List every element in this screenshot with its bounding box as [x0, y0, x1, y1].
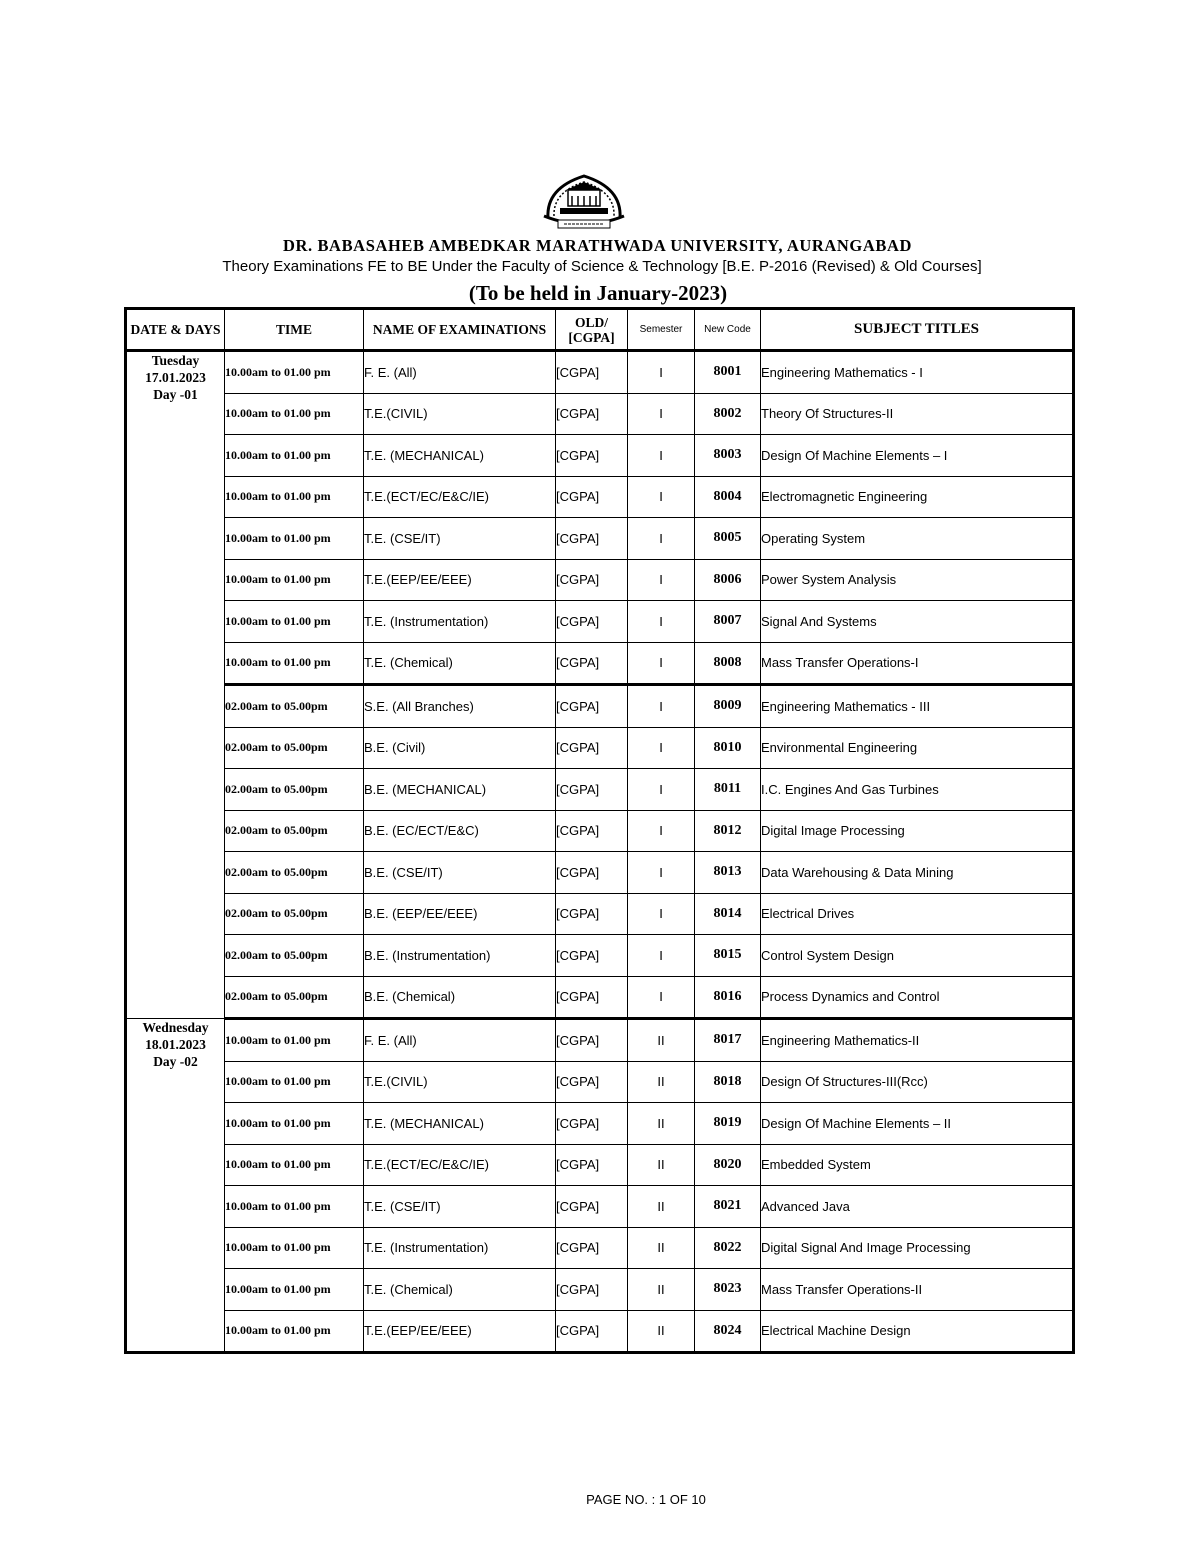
cell-sem: II: [628, 1269, 695, 1311]
table-row: [126, 935, 1074, 977]
table-row: [126, 1019, 1074, 1062]
table-row: [126, 435, 1074, 477]
cell-title: Engineering Mathematics-II: [761, 1019, 1074, 1062]
cell-time: 10.00am to 01.00 pm: [225, 1227, 364, 1269]
held-in-title: (To be held in January-2023): [468, 281, 728, 305]
col-header-semester: Semester: [628, 309, 695, 351]
cell-old: [CGPA]: [556, 601, 628, 643]
cell-exam: T.E.(ECT/EC/E&C/IE): [364, 1144, 556, 1186]
cell-exam: T.E.(CIVIL): [364, 1061, 556, 1103]
cell-exam: F. E. (All): [364, 1019, 556, 1062]
cell-code: 8024: [695, 1310, 761, 1353]
cell-old: [CGPA]: [556, 769, 628, 811]
day-weekday: Wednesday: [142, 1020, 209, 1035]
table-row: [126, 1061, 1074, 1103]
table-row: [126, 1103, 1074, 1145]
cell-old: [CGPA]: [556, 1061, 628, 1103]
cell-time: 02.00am to 05.00pm: [225, 810, 364, 852]
cell-sem: I: [628, 476, 695, 518]
cell-time: 10.00am to 01.00 pm: [225, 601, 364, 643]
cell-title: I.C. Engines And Gas Turbines: [761, 769, 1074, 811]
cell-exam: T.E. (Chemical): [364, 642, 556, 685]
table-row: [126, 1310, 1074, 1353]
cell-time: 10.00am to 01.00 pm: [225, 1144, 364, 1186]
cell-exam: B.E. (MECHANICAL): [364, 769, 556, 811]
cell-sem: I: [628, 769, 695, 811]
cell-title: Power System Analysis: [761, 559, 1074, 601]
cell-old: [CGPA]: [556, 1269, 628, 1311]
cell-sem: I: [628, 727, 695, 769]
cell-time: 10.00am to 01.00 pm: [225, 1310, 364, 1353]
cell-code: 8009: [695, 685, 761, 728]
cell-sem: I: [628, 810, 695, 852]
day-date: 18.01.2023: [145, 1037, 206, 1052]
page-number: PAGE NO. : 1 OF 10: [586, 1492, 706, 1507]
cell-sem: I: [628, 852, 695, 894]
cell-title: Embedded System: [761, 1144, 1074, 1186]
cell-exam: B.E. (Instrumentation): [364, 935, 556, 977]
cell-code: 8020: [695, 1144, 761, 1186]
cell-time: 10.00am to 01.00 pm: [225, 1061, 364, 1103]
exam-subtitle: Theory Examinations FE to BE Under the Faculty of Science & Technology [B.E. P-2016 (Revised) & Old Courses]: [222, 258, 982, 275]
cell-code: 8008: [695, 642, 761, 685]
cell-exam: B.E. (EEP/EE/EEE): [364, 893, 556, 935]
cell-old: [CGPA]: [556, 810, 628, 852]
cell-old: [CGPA]: [556, 1019, 628, 1062]
day-weekday: Tuesday: [151, 353, 200, 368]
cell-sem: I: [628, 518, 695, 560]
cell-title: Electrical Machine Design: [761, 1310, 1074, 1353]
table-row: [126, 727, 1074, 769]
cell-title: Control System Design: [761, 935, 1074, 977]
cell-old: [CGPA]: [556, 1227, 628, 1269]
cell-title: Electromagnetic Engineering: [761, 476, 1074, 518]
cell-exam: B.E. (CSE/IT): [364, 852, 556, 894]
cell-title: Electrical Drives: [761, 893, 1074, 935]
cell-exam: T.E.(CIVIL): [364, 393, 556, 435]
cell-time: 02.00am to 05.00pm: [225, 852, 364, 894]
cell-exam: T.E.(EEP/EE/EEE): [364, 1310, 556, 1353]
cell-time: 02.00am to 05.00pm: [225, 769, 364, 811]
col-header-title: SUBJECT TITLES: [761, 309, 1074, 351]
cell-sem: II: [628, 1186, 695, 1228]
cell-exam: T.E. (MECHANICAL): [364, 435, 556, 477]
cell-exam: T.E. (Instrumentation): [364, 601, 556, 643]
cell-exam: T.E. (MECHANICAL): [364, 1103, 556, 1145]
day-cell: [126, 1019, 225, 1353]
cell-sem: II: [628, 1019, 695, 1062]
cell-title: Mass Transfer Operations-II: [761, 1269, 1074, 1311]
cell-code: 8014: [695, 893, 761, 935]
cell-title: Design Of Machine Elements – II: [761, 1103, 1074, 1145]
cell-time: 10.00am to 01.00 pm: [225, 1186, 364, 1228]
cell-sem: I: [628, 893, 695, 935]
table-row: [126, 1144, 1074, 1186]
cell-code: 8004: [695, 476, 761, 518]
cell-exam: T.E. (Instrumentation): [364, 1227, 556, 1269]
cell-time: 02.00am to 05.00pm: [225, 727, 364, 769]
table-body: [126, 351, 1074, 1353]
cell-exam: T.E. (CSE/IT): [364, 518, 556, 560]
cell-time: 02.00am to 05.00pm: [225, 685, 364, 728]
table-row: [126, 393, 1074, 435]
cell-time: 10.00am to 01.00 pm: [225, 1019, 364, 1062]
cell-time: 02.00am to 05.00pm: [225, 935, 364, 977]
cell-old: [CGPA]: [556, 727, 628, 769]
cell-code: 8015: [695, 935, 761, 977]
cell-title: Environmental Engineering: [761, 727, 1074, 769]
table-row: [126, 1227, 1074, 1269]
cell-old: [CGPA]: [556, 1186, 628, 1228]
cell-time: 02.00am to 05.00pm: [225, 976, 364, 1019]
cell-title: Process Dynamics and Control: [761, 976, 1074, 1019]
cell-title: Mass Transfer Operations-I: [761, 642, 1074, 685]
cell-code: 8001: [695, 351, 761, 394]
cell-old: [CGPA]: [556, 476, 628, 518]
cell-title: Engineering Mathematics - I: [761, 351, 1074, 394]
table-row: [126, 769, 1074, 811]
col-header-date: DATE & DAYS: [126, 309, 225, 351]
cell-code: 8023: [695, 1269, 761, 1311]
table-row: [126, 852, 1074, 894]
cell-sem: II: [628, 1144, 695, 1186]
cell-time: 10.00am to 01.00 pm: [225, 476, 364, 518]
cell-code: 8013: [695, 852, 761, 894]
cell-sem: I: [628, 559, 695, 601]
cell-old: [CGPA]: [556, 351, 628, 394]
cell-title: Digital Image Processing: [761, 810, 1074, 852]
table-row: [126, 642, 1074, 685]
cell-time: 10.00am to 01.00 pm: [225, 1103, 364, 1145]
table-row: [126, 601, 1074, 643]
cell-code: 8016: [695, 976, 761, 1019]
table-row: [126, 893, 1074, 935]
cell-sem: I: [628, 976, 695, 1019]
cell-old: [CGPA]: [556, 1310, 628, 1353]
cell-time: 10.00am to 01.00 pm: [225, 351, 364, 394]
cell-time: 10.00am to 01.00 pm: [225, 435, 364, 477]
cell-title: Signal And Systems: [761, 601, 1074, 643]
cell-exam: B.E. (EC/ECT/E&C): [364, 810, 556, 852]
cell-sem: II: [628, 1103, 695, 1145]
exam-timetable: [124, 307, 1075, 1354]
cell-old: [CGPA]: [556, 393, 628, 435]
cell-title: Theory Of Structures-II: [761, 393, 1074, 435]
day-day: Day -01: [153, 387, 198, 402]
cell-code: 8012: [695, 810, 761, 852]
cell-code: 8010: [695, 727, 761, 769]
table-row: [126, 559, 1074, 601]
cell-code: 8019: [695, 1103, 761, 1145]
cell-old: [CGPA]: [556, 1103, 628, 1145]
cell-exam: B.E. (Chemical): [364, 976, 556, 1019]
cell-exam: T.E. (Chemical): [364, 1269, 556, 1311]
table-row: [126, 976, 1074, 1019]
day-date: 17.01.2023: [145, 370, 206, 385]
cell-sem: I: [628, 435, 695, 477]
cell-old: [CGPA]: [556, 1144, 628, 1186]
cell-title: Digital Signal And Image Processing: [761, 1227, 1074, 1269]
table-row: [126, 685, 1074, 728]
col-header-exam: NAME OF EXAMINATIONS: [364, 309, 556, 351]
university-name: DR. BABASAHEB AMBEDKAR MARATHWADA UNIVERSITY, AURANGABAD: [282, 236, 913, 255]
cell-old: [CGPA]: [556, 685, 628, 728]
cell-title: Operating System: [761, 518, 1074, 560]
cell-code: 8006: [695, 559, 761, 601]
cell-exam: T.E. (CSE/IT): [364, 1186, 556, 1228]
col-header-time: TIME: [225, 309, 364, 351]
table-header-row: [126, 309, 1074, 351]
cell-sem: I: [628, 393, 695, 435]
table-row: [126, 1186, 1074, 1228]
cell-exam: S.E. (All Branches): [364, 685, 556, 728]
cell-title: Advanced Java: [761, 1186, 1074, 1228]
cell-old: [CGPA]: [556, 642, 628, 685]
cell-time: 10.00am to 01.00 pm: [225, 518, 364, 560]
cell-old: [CGPA]: [556, 976, 628, 1019]
cell-exam: T.E.(ECT/EC/E&C/IE): [364, 476, 556, 518]
cell-old: [CGPA]: [556, 559, 628, 601]
cell-sem: I: [628, 642, 695, 685]
cell-sem: I: [628, 685, 695, 728]
cell-code: 8005: [695, 518, 761, 560]
cell-sem: I: [628, 935, 695, 977]
cell-sem: I: [628, 351, 695, 394]
cell-code: 8021: [695, 1186, 761, 1228]
col-header-old: OLD/ [CGPA]: [556, 309, 628, 351]
cell-time: 10.00am to 01.00 pm: [225, 393, 364, 435]
cell-sem: II: [628, 1310, 695, 1353]
cell-code: 8018: [695, 1061, 761, 1103]
cell-code: 8022: [695, 1227, 761, 1269]
cell-time: 02.00am to 05.00pm: [225, 893, 364, 935]
table-row: [126, 351, 1074, 394]
table-row: [126, 476, 1074, 518]
day-cell: [126, 351, 225, 1019]
cell-title: Engineering Mathematics - III: [761, 685, 1074, 728]
cell-time: 10.00am to 01.00 pm: [225, 1269, 364, 1311]
cell-code: 8003: [695, 435, 761, 477]
cell-exam: F. E. (All): [364, 351, 556, 394]
cell-code: 8011: [695, 769, 761, 811]
cell-old: [CGPA]: [556, 893, 628, 935]
university-emblem-icon: [538, 170, 630, 234]
cell-code: 8017: [695, 1019, 761, 1062]
cell-code: 8007: [695, 601, 761, 643]
cell-sem: II: [628, 1061, 695, 1103]
day-day: Day -02: [153, 1054, 198, 1069]
cell-code: 8002: [695, 393, 761, 435]
cell-sem: I: [628, 601, 695, 643]
cell-title: Design Of Structures-III(Rcc): [761, 1061, 1074, 1103]
cell-old: [CGPA]: [556, 852, 628, 894]
cell-old: [CGPA]: [556, 518, 628, 560]
cell-title: Design Of Machine Elements – I: [761, 435, 1074, 477]
cell-time: 10.00am to 01.00 pm: [225, 559, 364, 601]
table-row: [126, 518, 1074, 560]
cell-title: Data Warehousing & Data Mining: [761, 852, 1074, 894]
cell-exam: B.E. (Civil): [364, 727, 556, 769]
cell-sem: II: [628, 1227, 695, 1269]
cell-old: [CGPA]: [556, 435, 628, 477]
cell-time: 10.00am to 01.00 pm: [225, 642, 364, 685]
cell-old: [CGPA]: [556, 935, 628, 977]
table-row: [126, 810, 1074, 852]
table-row: [126, 1269, 1074, 1311]
col-header-code: New Code: [695, 309, 761, 351]
cell-exam: T.E.(EEP/EE/EEE): [364, 559, 556, 601]
